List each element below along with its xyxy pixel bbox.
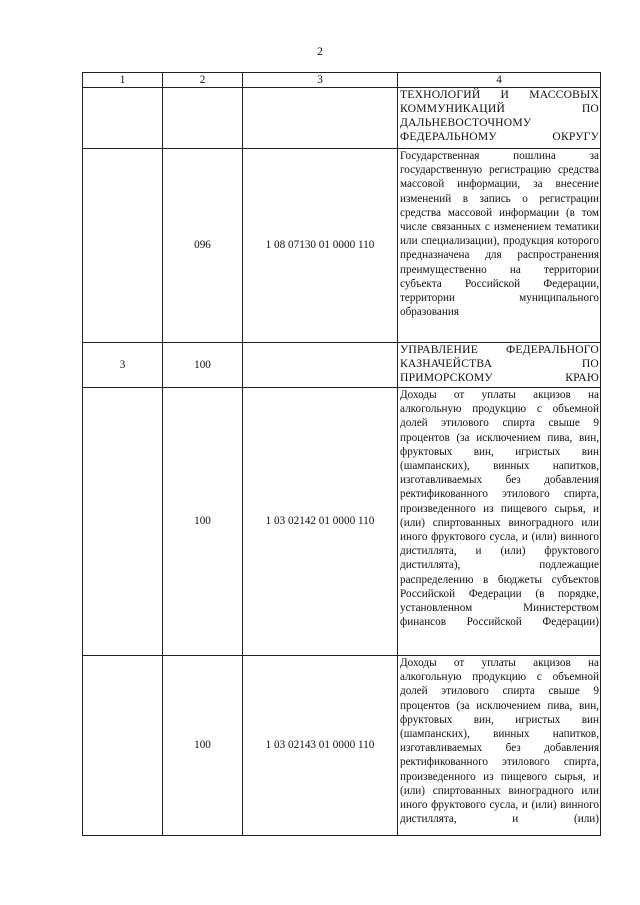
table-row xyxy=(83,343,601,388)
description-cell xyxy=(398,388,601,656)
header-col-4: 4 xyxy=(398,73,601,88)
kbk-code-cell xyxy=(243,88,398,149)
admin-code-cell xyxy=(163,88,243,149)
kbk-code-cell: 1 03 02143 01 0000 110 xyxy=(243,656,398,836)
header-col-3: 3 xyxy=(243,73,398,88)
admin-code-cell: 096 xyxy=(163,149,243,343)
kbk-code-cell xyxy=(243,343,398,388)
description-text: Доходы от уплаты акцизов на алкогольную продукцию с объемной долей этилового спирта свыше 9 процентов (за исключением пива, вин, фруктовых вин, игристых вин (шампанских), винных напитков, изготавливаемых без добавления ректификованного этилового спирта, произведенного из пищевого сырья, и (или) спиртованных виноградного или иного фруктового сусла, и (или) винного дистиллята, и (или) фруктового дистиллята), подлежащие распределению в бюджеты субъектов Российской Федерации (в порядке, установленном Министерством финансов Российской Федерации) xyxy=(400,389,599,629)
description-cell xyxy=(398,149,601,343)
budget-classification-table xyxy=(82,72,601,836)
header-col-2: 2 xyxy=(163,73,243,88)
row-number-cell xyxy=(83,656,163,836)
admin-code-cell: 100 xyxy=(163,343,243,388)
admin-code-cell: 100 xyxy=(163,656,243,836)
description-cell xyxy=(398,343,601,388)
description-text: ТЕХНОЛОГИЙ И МАССОВЫХ КОММУНИКАЦИЙ ПО ДАЛЬНЕВОСТОЧНОМУ ФЕДЕРАЛЬНОМУ ОКРУГУ xyxy=(400,88,599,143)
row-number-cell xyxy=(83,388,163,656)
description-text: Доходы от уплаты акцизов на алкогольную продукцию с объемной долей этилового спирта свыше 9 процентов (за исключением пива, вин, фруктовых вин, игристых вин (шампанских), винных напитков, изготавливаемых без добавления ректификованного этилового спирта, произведенного из пищевого сырья, и (или) спиртованных виноградного или иного фруктового сусла, и (или) винного дистиллята, и (или) xyxy=(400,657,599,826)
kbk-code-cell: 1 03 02142 01 0000 110 xyxy=(243,388,398,656)
description-cell xyxy=(398,88,601,149)
page-number: 2 xyxy=(317,44,323,58)
description-text: Государственная пошлина за государственную регистрацию средства массовой информации, за внесение изменений в запись о регистрации средства массовой информации (в том числе связанных с изменением тематики или специализации), продукция которого предназначена для распространения преимущественно на территории субъекта Российской Федерации, территории муниципального образования xyxy=(400,150,599,319)
row-number-cell xyxy=(83,88,163,149)
table-row xyxy=(83,88,601,149)
table-row xyxy=(83,149,601,343)
kbk-code-cell: 1 08 07130 01 0000 110 xyxy=(243,149,398,343)
table-header-row xyxy=(83,73,601,88)
table-row xyxy=(83,388,601,656)
table-row xyxy=(83,656,601,836)
description-cell xyxy=(398,656,601,836)
description-text: УПРАВЛЕНИЕ ФЕДЕРАЛЬНОГО КАЗНАЧЕЙСТВА ПО ПРИМОРСКОМУ КРАЮ xyxy=(400,343,599,384)
row-number-cell xyxy=(83,149,163,343)
row-number-cell: 3 xyxy=(83,343,163,388)
header-col-1: 1 xyxy=(83,73,163,88)
admin-code-cell: 100 xyxy=(163,388,243,656)
